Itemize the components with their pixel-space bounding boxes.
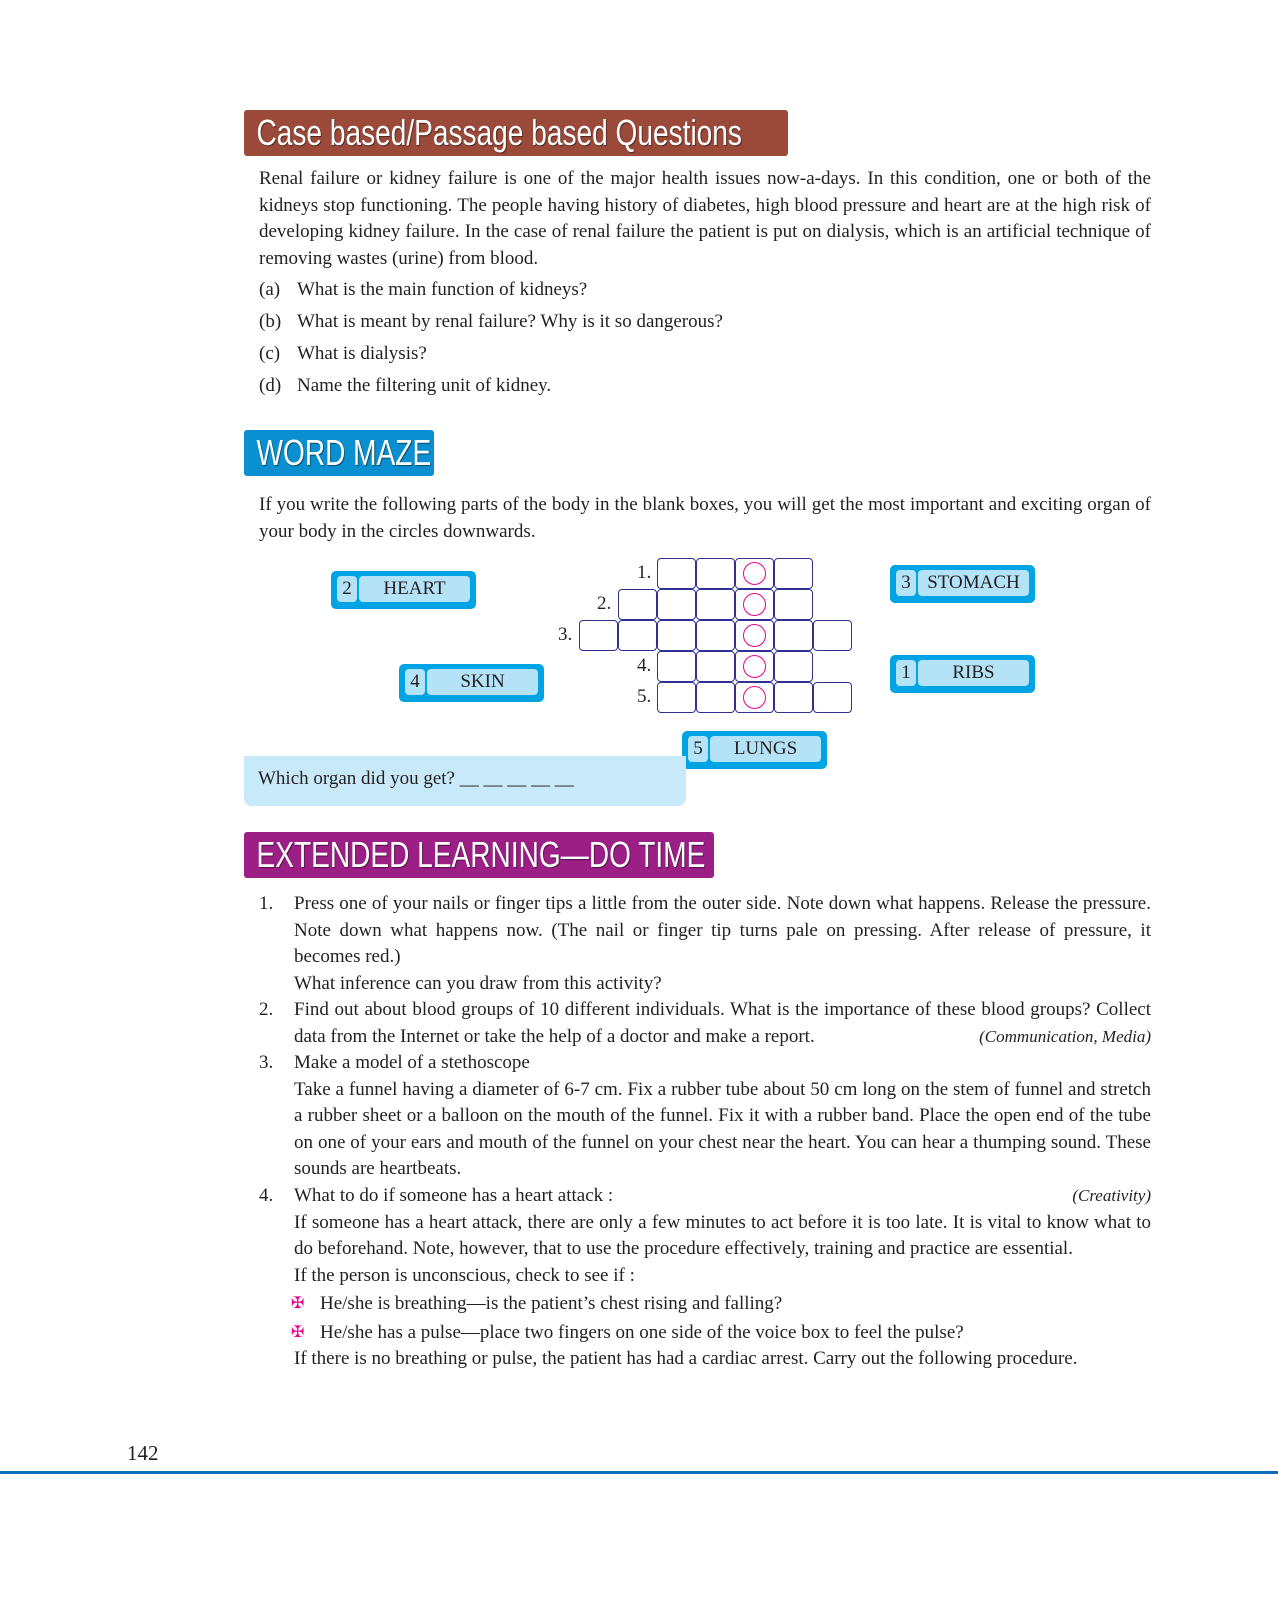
question-a: (a) What is the main function of kidneys?	[259, 279, 588, 300]
maze-cell[interactable]	[774, 651, 813, 682]
maze-circle	[743, 562, 766, 585]
maze-cell[interactable]	[774, 620, 813, 651]
maze-cell[interactable]	[813, 682, 852, 713]
answer-box	[244, 756, 686, 806]
maze-circle	[743, 655, 766, 678]
word-tag-skin: 4 SKIN	[399, 664, 544, 702]
answer-question: Which organ did you get?	[258, 768, 455, 789]
maze-cell[interactable]	[696, 558, 735, 589]
maze-cell[interactable]	[735, 682, 774, 713]
maze-cell[interactable]	[696, 651, 735, 682]
row-label-5: 5.	[637, 686, 652, 707]
maze-circle	[743, 593, 766, 616]
maze-cell[interactable]	[735, 589, 774, 620]
maze-cell[interactable]	[774, 589, 813, 620]
maze-cell[interactable]	[696, 589, 735, 620]
activity-2: 2. Find out about blood groups of 10 different individuals. What is the importance of these blood groups? Collect data from the Internet or take the help of a doctor and make a report. (Communication, Media)	[259, 999, 1151, 1047]
page-number: 142	[127, 1441, 159, 1465]
extended-learning-title: EXTENDED LEARNING—DO TIME	[244, 832, 714, 878]
maltese-cross-icon: ✠	[291, 1323, 305, 1341]
maze-cell[interactable]	[618, 620, 657, 651]
maze-cell[interactable]	[696, 620, 735, 651]
maze-cell[interactable]	[774, 682, 813, 713]
activity-1: 1. Press one of your nails or finger tips a little from the outer side. Note down what happens. Release the pressure. Note down what happens now. (The nail or finger tip turns pale on pressing. After release of pressure, it becomes red.) What inference can you draw from this activity?	[259, 893, 1151, 994]
maze-cell[interactable]	[735, 620, 774, 651]
word-tag-lungs: 5 LUNGS	[682, 731, 827, 769]
maze-cell[interactable]	[657, 651, 696, 682]
footer-rule	[0, 1471, 1278, 1474]
question-c: (c) What is dialysis?	[259, 343, 427, 364]
maltese-cross-icon: ✠	[291, 1295, 305, 1312]
word-tag-ribs: 1 RIBS	[890, 655, 1035, 693]
question-b: (b) What is meant by renal failure? Why is it so dangerous?	[259, 311, 723, 332]
answer-blanks[interactable]: __ __ __ __ __	[459, 768, 574, 789]
maze-cell[interactable]	[657, 589, 696, 620]
activity-4: 4. What to do if someone has a heart attack : (Creativity) If someone has a heart attack, there are only a few minutes to act before it is too late. It is vital to know what to do beforehand. Note, however, that to use the procedure effectively, training and practice are essential. If the person is unconscious, check to see if : ✠ He/she is breathing—is the patient’s chest rising and falling? ✠ He/she has a pulse—place two fingers on one side of the voice box to feel the pulse? If there is no breathing or pulse, the patient has had a cardiac arrest. Carry out the following procedure.	[259, 1185, 1151, 1369]
maze-cell[interactable]	[774, 558, 813, 589]
word-tag-heart: 2 HEART	[331, 571, 476, 609]
row-label-3: 3.	[558, 624, 573, 645]
maze-cell[interactable]	[657, 620, 696, 651]
question-d: (d) Name the filtering unit of kidney.	[259, 375, 552, 396]
row-label-1: 1.	[637, 562, 652, 583]
maze-cell[interactable]	[618, 589, 657, 620]
maze-circle	[743, 624, 766, 647]
maze-cell[interactable]	[813, 620, 852, 651]
word-maze-title: WORD MAZE	[244, 430, 434, 476]
case-passage: Renal failure or kidney failure is one of the major health issues now-a-days. In this condition, one or both of the kidneys stop functioning. The people having history of diabetes, high blood pressure and heart are at the high risk of developing kidney failure. In the case of renal failure the patient is put on dialysis, which is an artificial technique of removing wastes (urine) from blood.	[259, 168, 1151, 269]
row-label-2: 2.	[597, 593, 612, 614]
maze-cell[interactable]	[657, 682, 696, 713]
maze-cell[interactable]	[735, 558, 774, 589]
maze-cell[interactable]	[696, 682, 735, 713]
word-maze-instructions: If you write the following parts of the body in the blank boxes, you will get the most important and exciting organ of your body in the circles downwards.	[259, 494, 1151, 542]
maze-circle	[743, 686, 766, 709]
bullet-item: ✠ He/she is breathing—is the patient’s chest rising and falling?	[294, 1291, 1151, 1318]
activity-3: 3. Make a model of a stethoscope Take a funnel having a diameter of 6-7 cm. Fix a rubber tube about 50 cm long on the stem of funnel and stretch a rubber sheet or a balloon on the mouth of the funnel. Fix it with a rubber band. Place the open end of the tube on one of your ears and mouth of the funnel on your chest near the heart. You can hear a thumping sound. These sounds are heartbeats.	[259, 1052, 1151, 1179]
maze-cell[interactable]	[657, 558, 696, 589]
case-section-title: Case based/Passage based Questions	[244, 110, 788, 156]
maze-cell[interactable]	[735, 651, 774, 682]
bullet-item: ✠ He/she has a pulse—place two fingers on one side of the voice box to feel the pulse?	[294, 1320, 1151, 1347]
row-label-4: 4.	[637, 655, 652, 676]
word-tag-stomach: 3 STOMACH	[890, 565, 1035, 603]
maze-cell[interactable]	[579, 620, 618, 651]
